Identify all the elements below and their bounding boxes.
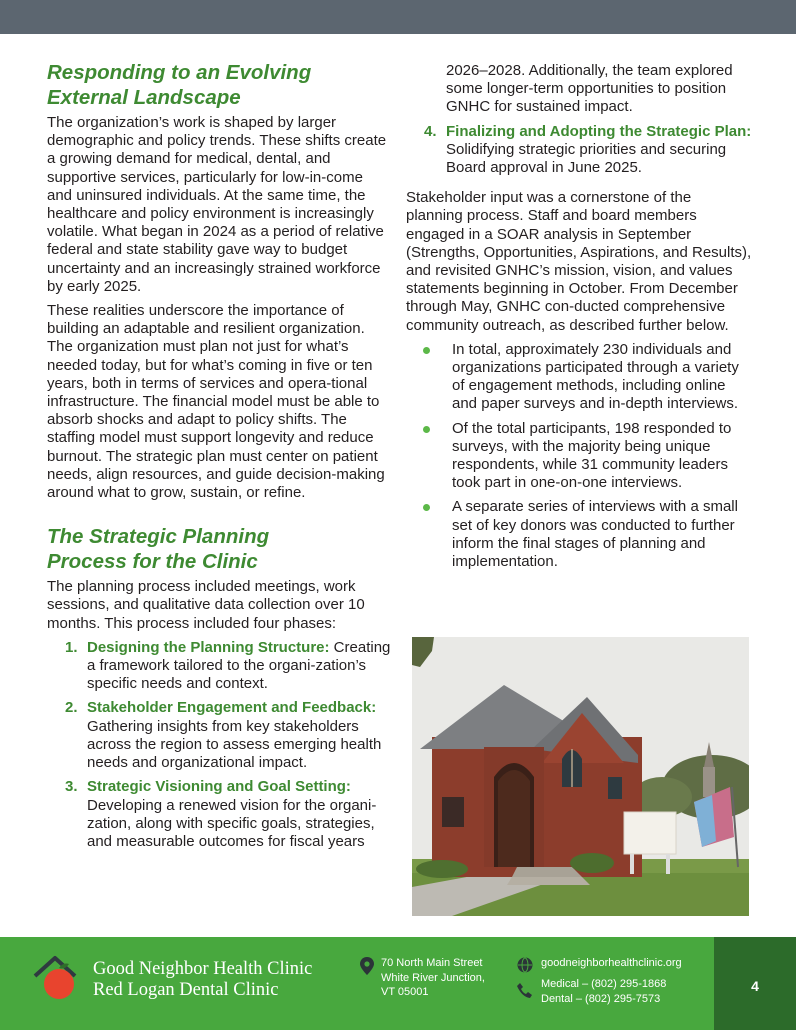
outreach-bullet-list: [406, 341, 752, 571]
list-item: A separate series of interviews with a small set of key donors was conducted to further inform the final stages of planning and implementation.: [406, 498, 752, 571]
phone-icon: [517, 983, 532, 998]
clinic-address: 70 North Main Street White River Junction, VT 05001: [381, 957, 485, 998]
left-column: [47, 60, 392, 857]
stakeholder-paragraph: Stakeholder input was a cornerstone of the planning process. Staff and board members engaged in a SOAR analysis in September (Strengths, Opportunities, Aspirations, and Results), and revisited GNHC’s mission, vision, and values statements beginning in October. From December through May, GNHC con-ducted comprehensive community outreach, as described further below.: [406, 189, 752, 334]
phone-numbers: Medical – (802) 295-1868 Dental – (802) 295-7573: [541, 978, 667, 1005]
page-number: 4: [751, 978, 759, 994]
page-footer: [0, 937, 796, 1030]
phase-item: 1. Designing the Planning Structure: Creating a framework tailored to the organi-zation’s specific needs and context.: [65, 638, 391, 693]
page-number-box: [714, 937, 796, 1030]
phase-item: 2. Stakeholder Engagement and Feedback: Gathering insights from key stakeholders across the region to assess emerging health needs and organizational impact.: [65, 699, 382, 772]
section-heading-planning-process: The Strategic Planning Process for the Clinic: [47, 525, 270, 574]
planning-intro: The planning process included meetings, work sessions, and qualitative data collection over 10 months. This process included four phases:: [47, 578, 365, 632]
right-column: [406, 62, 752, 577]
list-item: Of the total participants, 198 responded to surveys, with the majority being unique respondents, while 31 community leaders took part in one-on-one interviews.: [406, 420, 752, 493]
clinic-building-photo: [412, 637, 749, 916]
landscape-paragraph-2: These realities underscore the importance of building an adaptable and resilient organization. The organization must plan not just for what’s needed today, but for what’s coming in five or ten years, both in terms of services and opera-tional infrastructure. The financial model must be able to absorb shocks and adapt to policy shifts. The staffing model must support longevity and reduce burnout. The strategic plan must center on patient needs, align resources, and guide decision-making around what to grow, sustain, or refine.: [47, 302, 385, 502]
list-item: In total, approximately 230 individuals and organizations participated through a variety of engagement methods, including online and paper surveys and in-depth interviews.: [406, 341, 752, 414]
website-link[interactable]: goodneighborhealthclinic.org: [541, 957, 682, 969]
phase-list-continued: [406, 123, 752, 178]
apple-house-logo-icon: [33, 950, 85, 1002]
phase-item: 3. Strategic Visioning and Goal Setting: Developing a renewed vision for the organi-zation, along with specific goals, strategies, and measurable outcomes for fiscal years: [65, 778, 377, 850]
top-header-bar: [0, 0, 796, 34]
map-pin-icon: [360, 957, 374, 975]
globe-icon: [517, 957, 533, 973]
phase-list: [47, 639, 392, 851]
section-heading-landscape: Responding to an Evolving External Landscape: [47, 61, 312, 109]
phase-item: 4. Finalizing and Adopting the Strategic Plan: Solidifying strategic priorities and securing Board approval in June 2025.: [424, 122, 752, 177]
clinic-building-illustration: [412, 637, 749, 916]
phase-3-continued: 2026–2028. Additionally, the team explored some longer-term opportunities to position GNHC for sustained impact.: [446, 62, 733, 116]
landscape-paragraph-1: The organization’s work is shaped by larger demographic and policy trends. These shifts create a growing demand for medical, dental, and supportive services, particularly for low-in-come and uninsured individuals. At the same time, the healthcare and policy environment is increasingly volatile. What began in 2024 as a period of relative federal and state stability gave way to budget uncertainty and an increasingly strained workforce by early 2025.: [47, 114, 387, 295]
clinic-names: Good Neighbor Health Clinic Red Logan Dental Clinic: [93, 959, 313, 1000]
